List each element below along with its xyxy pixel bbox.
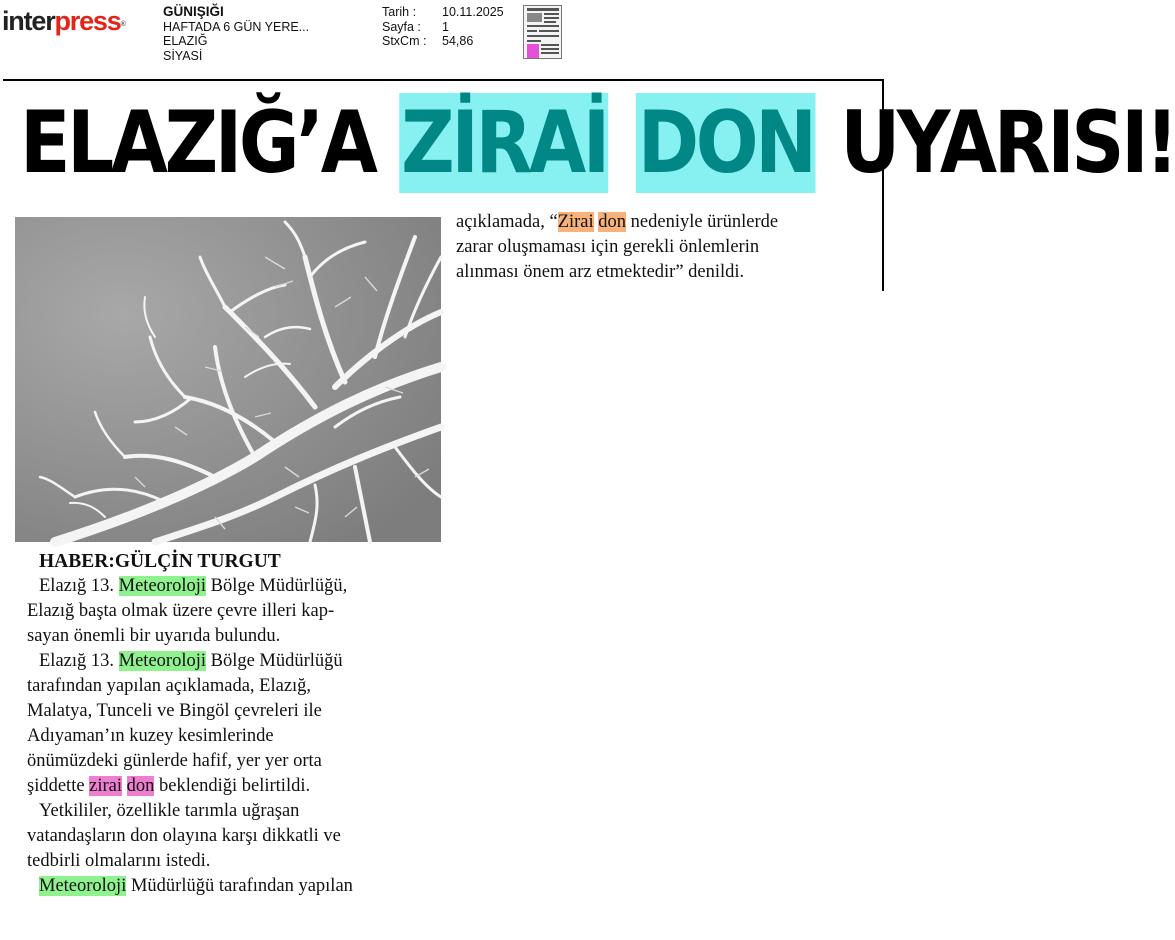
interpress-logo xyxy=(2,6,125,36)
text-fragment: şiddette xyxy=(27,776,85,796)
highlight-zirai: Zirai xyxy=(557,212,594,232)
headline-part-1: ELAZIĞ’A xyxy=(20,93,375,193)
text-line: zarar oluşmaması için gerekli önlemlerin xyxy=(456,237,760,257)
text-fragment: Elazığ 13. xyxy=(39,651,115,671)
text-line xyxy=(27,574,353,599)
meta-page-value: 1 xyxy=(442,19,449,34)
text-line: vatandaşların don olayına karşı dikkatli ve xyxy=(27,826,341,846)
headline-highlight-don: DON xyxy=(637,93,814,193)
highlight-zirai: zirai xyxy=(89,776,123,796)
headline-part-4: UYARISI! xyxy=(840,93,1175,193)
text-fragment: Elazığ 13. xyxy=(39,576,115,596)
meta-size xyxy=(382,34,504,49)
text-line: tedbirli olmalarını istedi. xyxy=(27,851,211,871)
text-fragment: nedeniyle ürünlerde xyxy=(630,212,779,232)
logo-text-main: inter xyxy=(2,6,55,36)
branch-illustration xyxy=(15,217,441,542)
meta-date-value: 10.11.2025 xyxy=(442,5,504,19)
text-line xyxy=(27,774,353,799)
text-fragment: Müdürlüğü tarafından yapılan xyxy=(130,876,353,896)
publication-frequency: HAFTADA 6 GÜN YERE... xyxy=(163,19,310,34)
header-divider xyxy=(3,79,882,81)
highlight-meteoroloji: Meteoroloji xyxy=(118,651,206,671)
meta-date xyxy=(382,5,504,20)
text-line xyxy=(456,210,778,235)
page-thumbnail xyxy=(523,5,562,59)
meta-date-label: Tarih : xyxy=(382,5,417,19)
article-column-right xyxy=(456,210,778,285)
highlight-meteoroloji: Meteoroloji xyxy=(118,576,206,596)
meta-size-value: 54,86 xyxy=(442,34,474,48)
snowy-branch-photo xyxy=(15,217,441,542)
text-fragment: açıklamada, “ xyxy=(456,212,558,232)
text-line: tarafından yapılan açıklamada, Elazığ, xyxy=(27,676,312,696)
text-line: alınması önem arz etmektedir” denildi. xyxy=(456,262,745,282)
text-line: Yetkililer, özellikle tarımla uğraşan xyxy=(39,801,300,821)
text-line xyxy=(27,874,353,899)
publication-city: ELAZIĞ xyxy=(163,34,208,48)
article-headline xyxy=(20,93,1175,193)
publication-info xyxy=(163,5,309,63)
text-line: Adıyaman’ın kuzey kesimlerinde xyxy=(27,726,274,746)
registered-mark: ® xyxy=(120,21,125,28)
article-byline: HABER:GÜLÇİN TURGUT xyxy=(39,551,281,572)
text-fragment: beklendiği belirtildi. xyxy=(159,776,311,796)
text-line: Elazığ başta olmak üzere çevre illeri kap- xyxy=(27,601,335,621)
text-line: önümüzdeki günlerde hafif, yer yer orta xyxy=(27,751,322,771)
text-line: Malatya, Tunceli ve Bingöl çevreleri ile xyxy=(27,701,322,721)
highlight-don: don xyxy=(598,212,627,232)
publication-name: GÜNIŞIĞI xyxy=(163,4,224,19)
text-line: sayan önemli bir uyarıda bulundu. xyxy=(27,626,281,646)
highlight-meteoroloji: Meteoroloji xyxy=(39,876,127,896)
clipping-meta xyxy=(382,5,504,49)
highlight-don: don xyxy=(126,776,155,796)
meta-size-label: StxCm : xyxy=(382,34,427,48)
meta-page-label: Sayfa : xyxy=(382,19,421,34)
text-fragment: Bölge Müdürlüğü, xyxy=(210,576,348,596)
meta-page xyxy=(382,20,504,35)
text-line xyxy=(27,649,353,674)
headline-highlight-zirai: ZİRAİ xyxy=(401,93,607,193)
logo-text-accent: press xyxy=(54,6,121,36)
publication-category: SİYASİ xyxy=(163,48,203,63)
text-fragment: Bölge Müdürlüğü xyxy=(210,651,343,671)
article-column-left xyxy=(27,574,353,899)
